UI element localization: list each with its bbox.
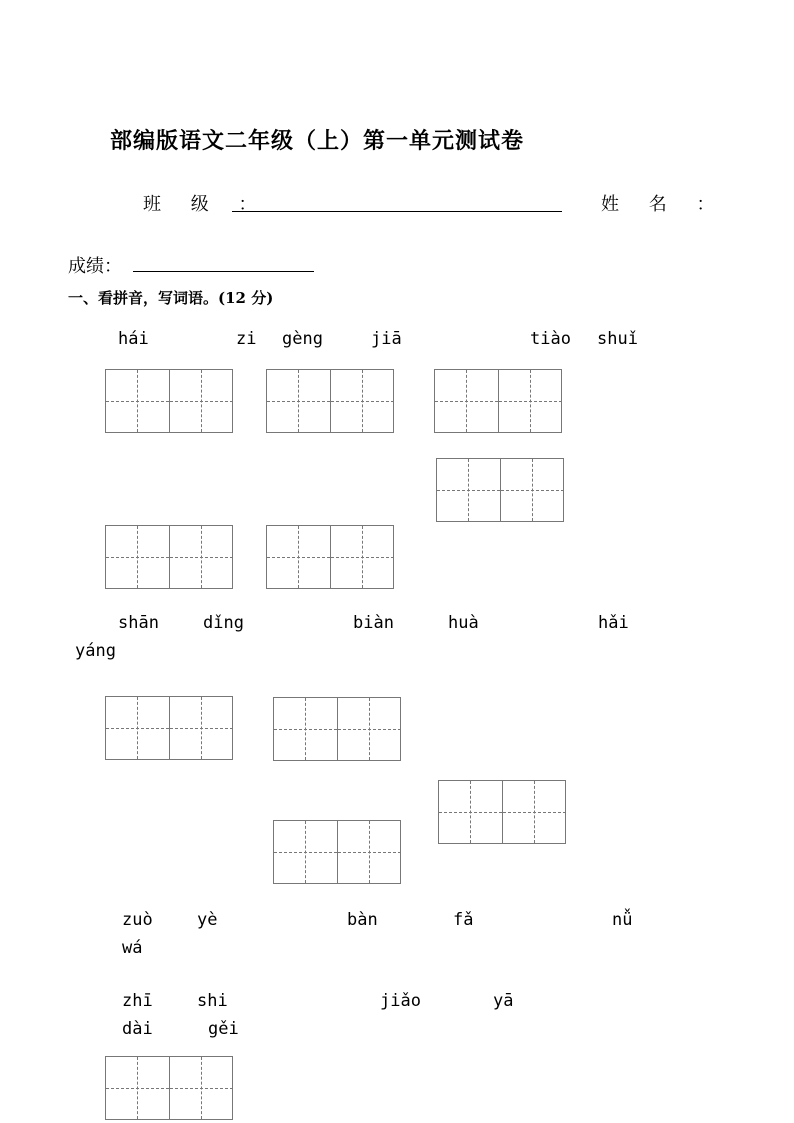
pinyin-label: gěi (208, 1019, 239, 1039)
writing-grid[interactable] (266, 369, 394, 433)
pinyin-label: zhī (122, 991, 153, 1011)
writing-grid[interactable] (105, 696, 233, 760)
writing-grid[interactable] (105, 1056, 233, 1120)
pinyin-label: nǚ (612, 910, 633, 930)
pinyin-label: wá (122, 938, 143, 958)
pinyin-label: gèng (282, 329, 323, 349)
name-label: 姓 名 ： (601, 194, 727, 215)
pinyin-label: jiǎo (380, 991, 421, 1011)
pinyin-label: jiā (371, 329, 402, 349)
writing-grid[interactable] (105, 525, 233, 589)
pinyin-label: shuǐ (597, 329, 638, 349)
page-title: 部编版语文二年级（上）第一单元测试卷 (110, 128, 525, 154)
class-label: 班 级 ： (143, 194, 269, 215)
pinyin-label: shi (197, 991, 228, 1011)
writing-grid[interactable] (273, 820, 401, 884)
section-heading: 一、看拼音，写词语。(12 分) (68, 289, 274, 307)
pinyin-label: fǎ (453, 910, 474, 930)
pinyin-label: yā (493, 991, 514, 1011)
pinyin-label: biàn (353, 613, 394, 633)
pinyin-label: zi (236, 329, 257, 349)
score-field[interactable] (133, 271, 314, 272)
pinyin-label: yáng (75, 641, 116, 661)
pinyin-label: bàn (347, 910, 378, 930)
writing-grid[interactable] (266, 525, 394, 589)
pinyin-label: dǐng (203, 613, 244, 633)
pinyin-label: yè (197, 910, 218, 930)
writing-grid[interactable] (434, 369, 562, 433)
writing-grid[interactable] (436, 458, 564, 522)
pinyin-label: tiào (530, 329, 571, 349)
pinyin-label: zuò (122, 910, 153, 930)
writing-grid[interactable] (105, 369, 233, 433)
pinyin-label: dài (122, 1019, 153, 1039)
class-field[interactable] (232, 211, 562, 212)
writing-grid[interactable] (273, 697, 401, 761)
pinyin-label: huà (448, 613, 479, 633)
writing-grid[interactable] (438, 780, 566, 844)
pinyin-label: shān (118, 613, 159, 633)
score-label: 成绩： (68, 256, 122, 277)
pinyin-label: hǎi (598, 613, 629, 633)
pinyin-label: hái (118, 329, 149, 349)
